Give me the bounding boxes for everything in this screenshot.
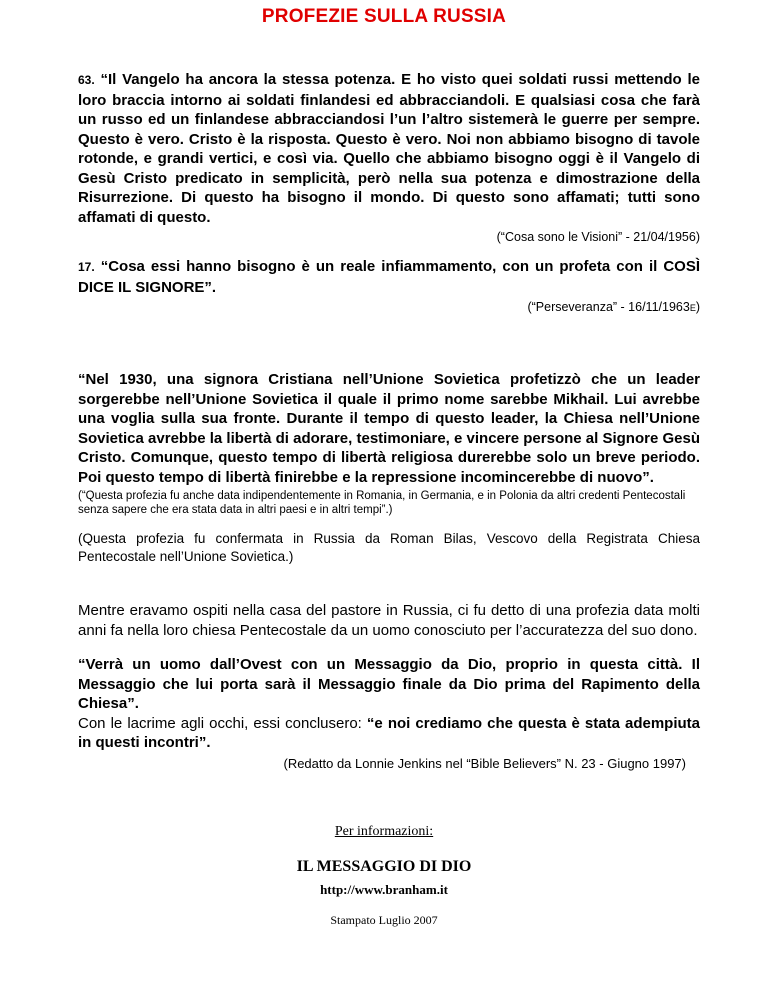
info-label: Per informazioni: bbox=[334, 824, 434, 839]
quote-63-source: (“Cosa sono le Visioni” - 21/04/1956) bbox=[496, 230, 700, 244]
story-quote: “Verrà un uomo dall’Ovest con un Messaggio da Dio, proprio in questa città. Il Messaggio che lui porta sarà il Messaggio finale da Dio prima del Rapimento della Chiesa”. bbox=[78, 656, 700, 712]
page-title: PROFEZIE SULLA RUSSIA bbox=[261, 6, 507, 27]
prophecy-1930-note: (“Questa profezia fu anche data indipendentemente in Romania, in Germania, e in Polonia da altri credenti Pentecostali senza sapere che era stata data in altri paesi e in altri tempi”.) bbox=[78, 490, 686, 516]
prophecy-1930-confirmation: (Questa profezia fu confermata in Russia da Roman Bilas, Vescovo della Registrata Chiesa Pentecostale nell’Unione Sovietica.) bbox=[78, 531, 700, 564]
story-section bbox=[78, 601, 700, 771]
quote-63-number: 63. bbox=[78, 73, 95, 87]
prophecy-1930-text: “Nel 1930, una signora Cristiana nell’Unione Sovietica profetizzò che un leader sorgerebbe nell’Unione Sovietica il quale il primo nome sarebbe Mikhail. Lui avrebbe una voglia sulla sua fronte. Durante il tempo di questo leader, la Chiesa nell’Unione Sovietica avrebbe la libertà di adorare, testimoniare, e vincere persone al Signore Gesù Cristo. Comunque, questo tempo di libertà religiosa durerebbe solo un breve periodo. Poi questo tempo di libertà finirebbe e la repressione incomincerebbe di nuovo”. bbox=[78, 371, 700, 486]
story-source: (Redatto da Lonnie Jenkins nel “Bible Believers” N. 23 - Giugno 1997) bbox=[283, 755, 686, 771]
quote-17-number: 17. bbox=[78, 260, 95, 274]
quote-17-source: (“Perseveranza” - 16/11/1963E) bbox=[527, 300, 700, 314]
quote-17-text: 17. “Cosa essi hanno bisogno è un reale infiammamento, con un profeta con il COSÌ DICE IL SIGNORE”. bbox=[78, 258, 700, 296]
org-name: IL MESSAGGIO DI DIO bbox=[296, 858, 472, 875]
prophecy-1930 bbox=[78, 370, 700, 566]
quote-63 bbox=[78, 70, 700, 244]
story-intro: Mentre eravamo ospiti nella casa del pastore in Russia, ci fu detto di una profezia data molti anni fa nella loro chiesa Pentecostale da un uomo conosciuto per l’accuratezza del suo dono. bbox=[78, 602, 700, 639]
quote-17 bbox=[78, 257, 700, 314]
website-link[interactable]: http://www.branham.it bbox=[320, 882, 448, 897]
printed-date: Stampato Luglio 2007 bbox=[330, 913, 438, 927]
story-conclusion: Con le lacrime agli occhi, essi conclusero: “e noi crediamo che questa è stata adempiuta in questi incontri”. bbox=[78, 714, 700, 751]
quote-63-text: 63. “Il Vangelo ha ancora la stessa potenza. E ho visto quei soldati russi mettendo le loro braccia intorno ai soldati finlandesi ed abbracciandoli. E qualsiasi cosa che farà un russo ed un finlandese abbracciandosi l’un l’altro sistemerà le guerre per sempre. Questo è vero. Cristo è la risposta. Questo è vero. Noi non abbiamo bisogno di tavole rotonde, e grandi vertici, e così via. Quello che abbiamo bisogno oggi è il Vangelo di Gesù Cristo predicato in semplicità, però nella sua potenza e dimostrazione della Risurrezione. Di questo ha bisogno il mondo. Di questo sono affamati; tutti sono affamati di questo. bbox=[78, 71, 700, 226]
